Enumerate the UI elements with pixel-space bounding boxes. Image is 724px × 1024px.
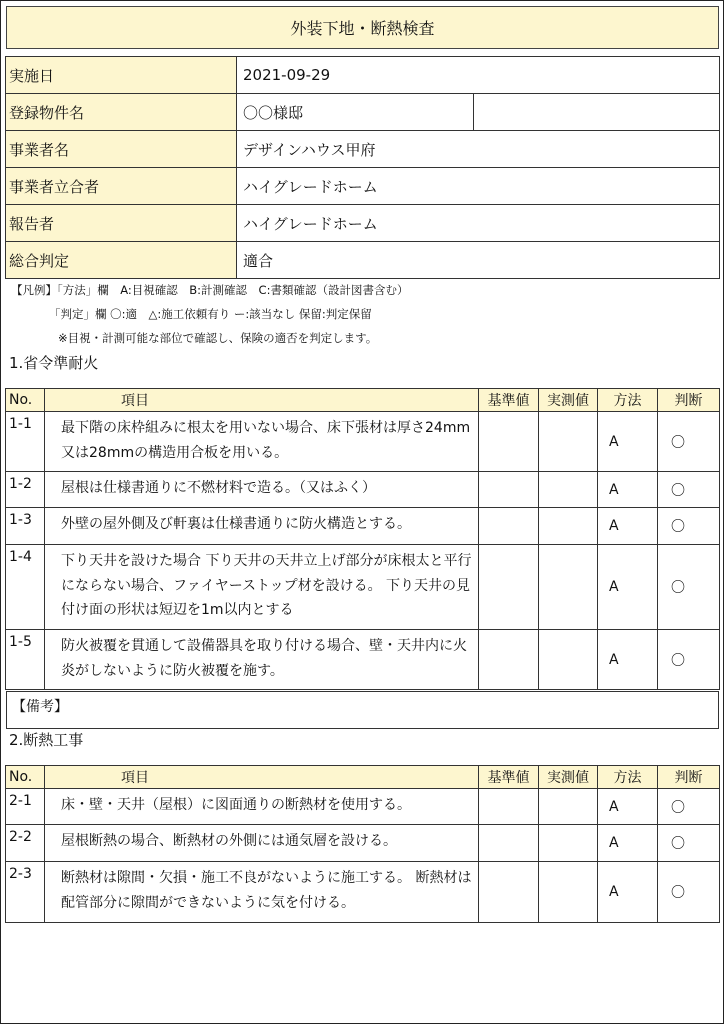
row-standard bbox=[479, 472, 539, 508]
row-item: 最下階の床枠組みに根太を用いない場合、床下張材は厚さ24mm又は28mmの構造用合板を用いる。 bbox=[45, 412, 479, 472]
table-row bbox=[6, 545, 720, 630]
row-no: 1-2 bbox=[6, 472, 45, 508]
header-item: 項目 bbox=[45, 389, 479, 412]
legend-note: ※目視・計測可能な部位で確認し、保険の適否を判定します。 bbox=[58, 331, 378, 345]
info-row-judgement bbox=[6, 242, 720, 279]
info-row-date bbox=[6, 57, 720, 94]
row-method: A bbox=[598, 545, 658, 630]
row-item: 下り天井を設けた場合 下り天井の天井立上げ部分が床根太と平行にならない場合、ファイヤーストップ材を設ける。 下り天井の見付け面の形状は短辺を1m以内とする bbox=[45, 545, 479, 630]
row-measured bbox=[539, 862, 598, 923]
info-blank-cell bbox=[474, 94, 720, 131]
row-method: A bbox=[598, 825, 658, 862]
row-no: 1-5 bbox=[6, 630, 45, 690]
row-item: 断熱材は隙間・欠損・施工不良がないように施工する。 断熱材は配管部分に隙間ができないように気を付ける。 bbox=[45, 862, 479, 923]
table-row bbox=[6, 862, 720, 923]
header-method: 方法 bbox=[598, 389, 658, 412]
row-method: A bbox=[598, 862, 658, 923]
row-standard bbox=[479, 545, 539, 630]
table-row bbox=[6, 412, 720, 472]
legend-judgement: 「判定」欄 〇:適 △:施工依頼有り ー:該当なし 保留:判定保留 bbox=[49, 307, 372, 321]
info-value: ハイグレードホーム bbox=[237, 168, 720, 205]
header-judge: 判断 bbox=[658, 766, 720, 789]
table-row bbox=[6, 789, 720, 825]
info-row-company bbox=[6, 131, 720, 168]
row-judge: 〇 bbox=[658, 825, 720, 862]
info-value: 適合 bbox=[237, 242, 720, 279]
info-row-reporter bbox=[6, 205, 720, 242]
row-standard bbox=[479, 508, 539, 545]
header-no: No. bbox=[6, 766, 45, 789]
row-no: 2-1 bbox=[6, 789, 45, 825]
document-title: 外装下地・断熱検査 bbox=[6, 6, 719, 49]
row-standard bbox=[479, 825, 539, 862]
info-label: 実施日 bbox=[6, 57, 237, 94]
info-label: 事業者立合者 bbox=[6, 168, 237, 205]
row-method: A bbox=[598, 789, 658, 825]
row-no: 2-3 bbox=[6, 862, 45, 923]
info-value: ハイグレードホーム bbox=[237, 205, 720, 242]
row-measured bbox=[539, 508, 598, 545]
row-method: A bbox=[598, 472, 658, 508]
row-measured bbox=[539, 472, 598, 508]
row-measured bbox=[539, 789, 598, 825]
row-judge: 〇 bbox=[658, 508, 720, 545]
table-header-row bbox=[6, 766, 720, 789]
header-no: No. bbox=[6, 389, 45, 412]
header-measured: 実測値 bbox=[539, 766, 598, 789]
table-header-row bbox=[6, 389, 720, 412]
row-judge: 〇 bbox=[658, 630, 720, 690]
info-table bbox=[5, 56, 720, 279]
row-item: 屋根は仕様書通りに不燃材料で造る。（又はふく） bbox=[45, 472, 479, 508]
row-measured bbox=[539, 825, 598, 862]
info-label: 事業者名 bbox=[6, 131, 237, 168]
row-no: 1-3 bbox=[6, 508, 45, 545]
checklist-table-insulation bbox=[5, 765, 720, 923]
section-title: 2.断熱工事 bbox=[9, 731, 84, 749]
row-item: 屋根断熱の場合、断熱材の外側には通気層を設ける。 bbox=[45, 825, 479, 862]
header-standard: 基準値 bbox=[479, 389, 539, 412]
row-judge: 〇 bbox=[658, 545, 720, 630]
table-row bbox=[6, 508, 720, 545]
info-label: 総合判定 bbox=[6, 242, 237, 279]
remarks-box bbox=[6, 691, 719, 729]
table-row bbox=[6, 630, 720, 690]
table-row bbox=[6, 825, 720, 862]
info-value: 〇〇様邸 bbox=[237, 94, 474, 131]
row-method: A bbox=[598, 630, 658, 690]
info-value: デザインハウス甲府 bbox=[237, 131, 720, 168]
info-row-property bbox=[6, 94, 720, 131]
info-row-attendee bbox=[6, 168, 720, 205]
checklist-table-fire bbox=[5, 388, 720, 690]
info-label: 報告者 bbox=[6, 205, 237, 242]
row-judge: 〇 bbox=[658, 472, 720, 508]
row-standard bbox=[479, 862, 539, 923]
row-measured bbox=[539, 412, 598, 472]
row-measured bbox=[539, 630, 598, 690]
row-judge: 〇 bbox=[658, 412, 720, 472]
row-standard bbox=[479, 789, 539, 825]
info-value: 2021-09-29 bbox=[237, 57, 720, 94]
header-method: 方法 bbox=[598, 766, 658, 789]
row-judge: 〇 bbox=[658, 862, 720, 923]
header-measured: 実測値 bbox=[539, 389, 598, 412]
remarks-label: 【備考】 bbox=[12, 699, 68, 715]
section-title: 1.省令準耐火 bbox=[9, 354, 99, 372]
row-item: 外壁の屋外側及び軒裏は仕様書通りに防火構造とする。 bbox=[45, 508, 479, 545]
row-no: 1-1 bbox=[6, 412, 45, 472]
row-item: 床・壁・天井（屋根）に図面通りの断熱材を使用する。 bbox=[45, 789, 479, 825]
row-item: 防火被覆を貫通して設備器具を取り付ける場合、壁・天井内に火炎がしないように防火被覆を施す。 bbox=[45, 630, 479, 690]
header-standard: 基準値 bbox=[479, 766, 539, 789]
row-standard bbox=[479, 630, 539, 690]
row-measured bbox=[539, 545, 598, 630]
row-judge: 〇 bbox=[658, 789, 720, 825]
header-item: 項目 bbox=[45, 766, 479, 789]
row-method: A bbox=[598, 508, 658, 545]
row-method: A bbox=[598, 412, 658, 472]
legend-method: 【凡例】「方法」欄 A:目視確認 B:計測確認 C:書類確認（設計図書含む） bbox=[11, 283, 409, 297]
row-no: 2-2 bbox=[6, 825, 45, 862]
info-label: 登録物件名 bbox=[6, 94, 237, 131]
header-judge: 判断 bbox=[658, 389, 720, 412]
row-no: 1-4 bbox=[6, 545, 45, 630]
row-standard bbox=[479, 412, 539, 472]
table-row bbox=[6, 472, 720, 508]
